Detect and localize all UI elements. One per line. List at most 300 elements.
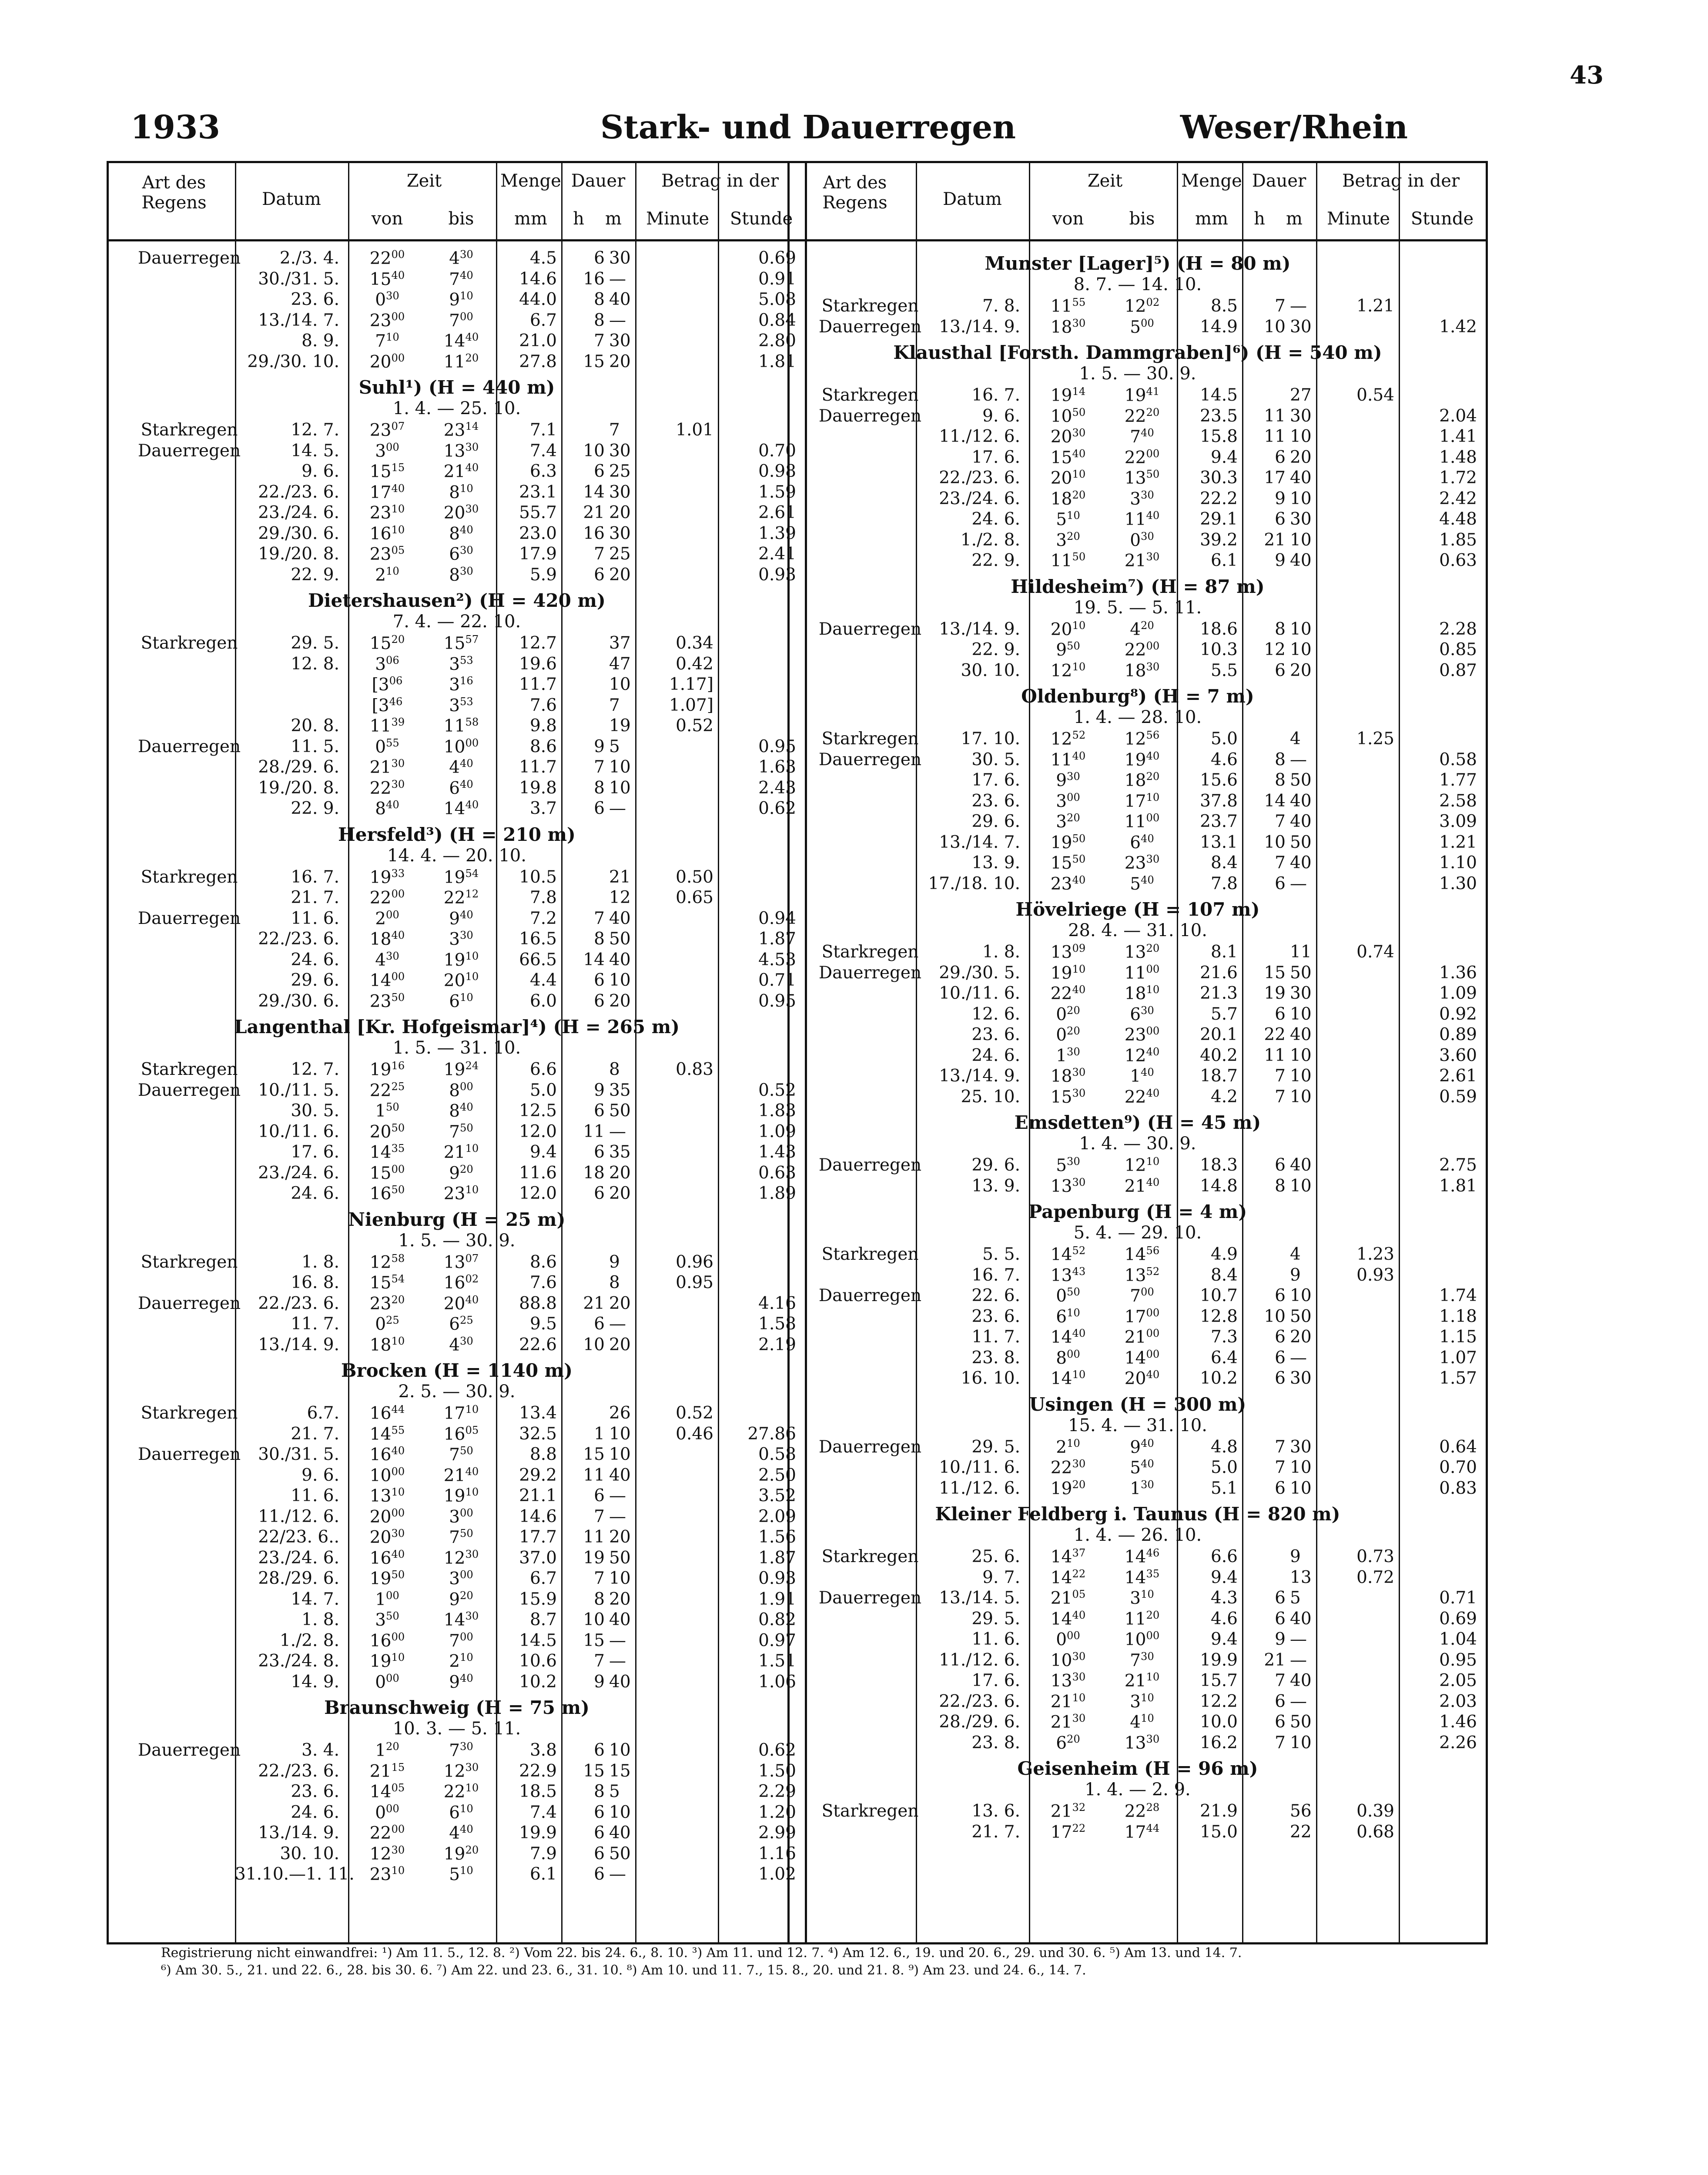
table-row (109, 1505, 805, 1526)
duration-h: 14 (1264, 791, 1286, 811)
duration-m: 40 (1290, 1025, 1312, 1044)
table-row (109, 1546, 805, 1567)
duration-m: 11 (1290, 942, 1312, 962)
rate-hour: 0.59 (1439, 1087, 1477, 1107)
duration-h: 6 (594, 991, 605, 1011)
time-from: $22^{00}$ (369, 1823, 405, 1843)
duration-h: 15 (583, 351, 605, 371)
duration-h: 8 (594, 290, 605, 309)
amount-mm: 7.9 (529, 1844, 557, 1864)
duration-h: 11 (1264, 427, 1286, 446)
time-from: $18^{10}$ (369, 1335, 405, 1355)
date: 1./2. 8. (960, 530, 1020, 550)
rain-type: Starkregen (821, 385, 919, 405)
amount-mm: 4.9 (1210, 1245, 1238, 1264)
header-menge: Menge (500, 171, 561, 191)
station-name: Hersfeld³) (H = 210 m) (338, 823, 576, 845)
rate-hour: 0.62 (758, 1740, 796, 1760)
time-to: $9^{40}$ (449, 908, 473, 929)
amount-mm: 11.7 (519, 675, 557, 694)
time-to: $3^{53}$ (449, 654, 473, 674)
table-row (790, 618, 1486, 639)
time-to: $4^{30}$ (449, 1335, 473, 1355)
rate-hour: 1.87 (758, 929, 796, 949)
amount-mm: 10.5 (519, 867, 557, 887)
date: 22. 9. (971, 640, 1020, 659)
table-row (790, 961, 1486, 982)
rate-minute: 0.96 (676, 1252, 713, 1272)
time-to: $14^{56}$ (1124, 1245, 1160, 1265)
amount-mm: 15.9 (519, 1589, 557, 1609)
time-from: $23^{07}$ (369, 420, 405, 440)
date: 9. 6. (301, 462, 339, 481)
time-from: $15^{40}$ (369, 269, 405, 289)
date: 23. 6. (971, 791, 1020, 811)
amount-mm: 88.8 (519, 1293, 557, 1313)
station-name: Munster [Lager]⁵) (H = 80 m) (985, 253, 1291, 274)
time-to: $7^{00}$ (449, 1630, 473, 1651)
table-row (790, 1264, 1486, 1285)
rate-hour: 1.51 (758, 1651, 796, 1671)
duration-h: 10 (1264, 1306, 1286, 1326)
date: 22./23. 6. (939, 468, 1020, 488)
time-to: $22^{40}$ (1124, 1087, 1160, 1107)
header-h: h (1254, 209, 1265, 229)
time-from: $14^{00}$ (369, 970, 405, 990)
table-row (109, 522, 805, 543)
table-row (109, 309, 805, 330)
time-to: $4^{20}$ (1130, 619, 1154, 639)
station-period: 28. 4. — 31. 10. (1068, 920, 1207, 940)
table-row (109, 1422, 805, 1443)
table-row (790, 727, 1486, 748)
duration-h: 7 (1275, 1458, 1286, 1477)
duration-m: — (1290, 1650, 1307, 1670)
time-from: $12^{52}$ (1050, 729, 1086, 749)
table-row (790, 1566, 1486, 1587)
duration-h: 6 (594, 462, 605, 481)
duration-h: 6 (594, 1314, 605, 1334)
amount-mm: 12.8 (1200, 1306, 1238, 1326)
time-to: $3^{10}$ (1130, 1691, 1154, 1712)
time-to: $9^{20}$ (449, 1589, 473, 1610)
rate-hour: 1.42 (1439, 317, 1477, 337)
table-row (790, 1731, 1486, 1752)
time-to: $13^{07}$ (443, 1252, 479, 1272)
duration-m: 20 (609, 991, 631, 1011)
duration-h: 7 (1275, 1733, 1286, 1753)
amount-mm: 18.5 (519, 1782, 557, 1801)
duration-m: 40 (609, 950, 631, 970)
time-from: $12^{10}$ (1050, 660, 1086, 681)
duration-m: 15 (609, 1761, 631, 1781)
time-to: $5^{40}$ (1130, 873, 1154, 894)
rain-type: Dauerregen (818, 406, 922, 426)
station-name: Oldenburg⁸) (H = 7 m) (1021, 686, 1254, 707)
duration-m: 9 (1290, 1265, 1301, 1285)
duration-m: 40 (1290, 853, 1312, 873)
duration-h: 15 (583, 1761, 605, 1781)
time-from: $10^{00}$ (369, 1465, 405, 1486)
rate-hour: 0.87 (1439, 660, 1477, 680)
rate-hour: 0.71 (1439, 1588, 1477, 1608)
time-from: $0^{00}$ (1056, 1630, 1080, 1650)
rate-minute: 0.54 (1356, 385, 1394, 405)
date: 23./24. 6. (258, 503, 339, 522)
duration-h: 7 (594, 1651, 605, 1671)
duration-m: 10 (1290, 427, 1312, 446)
rain-type: Dauerregen (818, 317, 922, 337)
rain-type: Starkregen (821, 296, 919, 316)
duration-h: 8 (1275, 770, 1286, 790)
time-from: $3^{50}$ (375, 1610, 399, 1630)
duration-h: 6 (1275, 509, 1286, 529)
date: 29./30. 6. (258, 991, 339, 1011)
amount-mm: 14.8 (1200, 1176, 1238, 1196)
rate-minute: 0.68 (1356, 1822, 1394, 1842)
duration-m: 5 (609, 1782, 620, 1801)
amount-mm: 10.0 (1200, 1712, 1238, 1732)
station-name: Hövelriege (H = 107 m) (1015, 899, 1260, 920)
time-from: $19^{14}$ (1050, 385, 1086, 405)
time-from: $8^{00}$ (1056, 1348, 1080, 1368)
duration-m: 20 (1290, 660, 1312, 680)
amount-mm: 32.5 (519, 1424, 557, 1444)
time-from: $21^{30}$ (369, 757, 405, 777)
duration-m: 40 (1290, 1671, 1312, 1690)
time-to: $12^{56}$ (1124, 729, 1160, 749)
duration-m: 40 (1290, 468, 1312, 488)
time-to: $11^{58}$ (443, 716, 479, 736)
amount-mm: 29.2 (519, 1465, 557, 1485)
duration-h: 11 (583, 1527, 605, 1547)
date: 5. 5. (982, 1245, 1020, 1264)
table-row (109, 1333, 805, 1354)
rate-hour: 1.02 (758, 1864, 796, 1884)
date: 11./12. 6. (939, 1650, 1020, 1670)
time-from: $16^{50}$ (369, 1184, 405, 1204)
duration-h: 6 (1275, 1588, 1286, 1608)
time-from: $11^{55}$ (1050, 296, 1086, 316)
time-from: $16^{44}$ (369, 1403, 405, 1423)
date: 16. 7. (971, 1265, 1020, 1285)
amount-mm: 6.3 (529, 462, 557, 481)
amount-mm: 7.4 (529, 1802, 557, 1822)
duration-m: 30 (609, 482, 631, 502)
table-row (790, 1586, 1486, 1607)
station-period: 8. 7. — 14. 10. (1073, 274, 1202, 294)
rate-hour: 1.81 (1439, 1176, 1477, 1196)
date: 6.7. (307, 1403, 339, 1423)
date: 9. 7. (982, 1567, 1020, 1587)
amount-mm: 5.0 (529, 1080, 557, 1100)
time-from: $11^{40}$ (1050, 750, 1086, 770)
date: 29. 6. (291, 970, 339, 990)
time-to: $23^{00}$ (1124, 1025, 1160, 1045)
rate-hour: 1.89 (758, 1184, 796, 1203)
rate-hour: 0.92 (1439, 1004, 1477, 1024)
duration-h: 10 (583, 441, 605, 461)
time-to: $6^{10}$ (449, 991, 473, 1011)
duration-h: 6 (594, 1740, 605, 1760)
time-from: $2^{10}$ (1056, 1437, 1080, 1457)
time-from: $19^{50}$ (369, 1569, 405, 1589)
header-datum: Datum (262, 189, 321, 209)
date: 1. 8. (301, 1252, 339, 1272)
header-betrag: Betrag in der (1342, 171, 1460, 191)
time-from: $1^{20}$ (375, 1740, 399, 1760)
duration-m: 13 (1290, 1567, 1312, 1587)
footnote-line: Registrierung nicht einwandfrei: ¹) Am 11. 5., 12. 8. ²) Vom 22. bis 24. 6., 8. 10. ³) Am 11. und 12. 7. ⁴) Am 12. 6., 19. und 20. 6., 29. und 30. 6. ⁵) Am 13. und 14. 7. (161, 1945, 1242, 1961)
table-row (109, 1120, 805, 1141)
station-name: Geisenheim (H = 96 m) (1017, 1758, 1258, 1779)
date: 23./24. 6. (258, 1548, 339, 1568)
duration-h: 8 (1275, 750, 1286, 770)
table-row (109, 1863, 805, 1884)
date: 13./14. 9. (939, 317, 1020, 337)
header-h: h (573, 209, 584, 229)
left-rows (109, 241, 805, 1884)
amount-mm: 14.5 (1200, 385, 1238, 405)
rate-hour: 0.69 (758, 248, 796, 268)
date: 22. 9. (971, 551, 1020, 570)
table-row (109, 1670, 805, 1691)
time-to: $3^{53}$ (449, 695, 473, 716)
date: 31.10.—1. 11. (235, 1864, 355, 1884)
rate-hour: 1.15 (1439, 1327, 1477, 1347)
time-from: $15^{40}$ (1050, 447, 1086, 468)
header-zeit: Zeit (406, 171, 442, 191)
time-to: $4^{10}$ (1130, 1712, 1154, 1732)
date: 13. 9. (971, 853, 1020, 873)
date: 21. 7. (971, 1822, 1020, 1842)
duration-m: 20 (609, 1184, 631, 1203)
date: 19./20. 8. (258, 778, 339, 798)
table-row (790, 1436, 1486, 1456)
duration-h: 8 (594, 929, 605, 949)
time-from: $3^{20}$ (1056, 812, 1080, 832)
table-row (109, 886, 805, 907)
date: 11. 7. (971, 1327, 1020, 1347)
rate-hour: 1.09 (758, 1121, 796, 1141)
duration-m: 4 (1290, 1245, 1301, 1264)
table-row (790, 1669, 1486, 1690)
rate-hour: 2.61 (1439, 1066, 1477, 1086)
rate-hour: 2.05 (1439, 1671, 1477, 1690)
header-von: von (1052, 209, 1084, 229)
amount-mm: 4.2 (1210, 1087, 1238, 1107)
amount-mm: 8.4 (1210, 1265, 1238, 1285)
amount-mm: 6.4 (1210, 1348, 1238, 1368)
table-row (109, 797, 805, 818)
duration-m: 5 (1290, 1588, 1301, 1608)
rate-minute: 0.52 (676, 716, 713, 736)
station-period: 1. 4. — 26. 10. (1073, 1525, 1202, 1545)
time-from: $10^{50}$ (1050, 406, 1086, 426)
duration-h: 12 (1264, 640, 1286, 659)
amount-mm: 21.9 (1200, 1801, 1238, 1821)
time-from: $22^{00}$ (369, 888, 405, 908)
duration-h: 9 (1275, 551, 1286, 570)
rate-hour: 0.71 (758, 970, 796, 990)
table-row (109, 1760, 805, 1780)
time-from: $11^{39}$ (369, 716, 405, 736)
amount-mm: 4.6 (1210, 1609, 1238, 1629)
duration-h: 19 (1264, 984, 1286, 1003)
duration-m: 10 (609, 1569, 631, 1588)
rate-minute: 0.83 (676, 1060, 713, 1079)
station-period: 1. 5. — 30. 9. (1079, 364, 1196, 384)
table-row (109, 632, 805, 652)
time-from: $3^{20}$ (1056, 530, 1080, 550)
time-to: $21^{30}$ (1124, 551, 1160, 571)
rate-hour: 2.09 (758, 1506, 796, 1526)
time-to: $4^{40}$ (449, 1823, 473, 1843)
time-from: $0^{20}$ (1056, 1025, 1080, 1045)
time-from: $21^{10}$ (1050, 1691, 1086, 1712)
date: 24. 6. (291, 1802, 339, 1822)
rate-hour: 1.39 (758, 523, 796, 543)
time-to: $19^{41}$ (1124, 385, 1160, 405)
duration-m: 30 (609, 331, 631, 351)
time-from: $20^{00}$ (369, 1506, 405, 1527)
amount-mm: 10.2 (1200, 1369, 1238, 1388)
rate-hour: 0.89 (1439, 1025, 1477, 1044)
date: 11. 7. (291, 1314, 339, 1334)
amount-mm: 5.5 (1210, 660, 1238, 680)
duration-m: 20 (609, 351, 631, 371)
rain-type: Dauerregen (818, 1155, 922, 1175)
duration-h: 6 (594, 1184, 605, 1203)
rate-minute: 0.95 (676, 1273, 713, 1292)
table-row (790, 748, 1486, 769)
rate-hour: 1.07 (1439, 1348, 1477, 1368)
rate-hour: 4.16 (758, 1293, 796, 1313)
duration-m: 35 (609, 1080, 631, 1100)
station-name: Dietershausen²) (H = 420 m) (308, 590, 606, 611)
station-name: Usingen (H = 300 m) (1029, 1393, 1246, 1415)
time-from: $21^{32}$ (1050, 1801, 1086, 1821)
time-from: $21^{15}$ (369, 1761, 405, 1781)
rate-hour: 1.85 (1439, 530, 1477, 550)
time-to: $21^{10}$ (1124, 1671, 1160, 1691)
table-row (109, 542, 805, 563)
rate-hour: 0.70 (1439, 1458, 1477, 1477)
amount-mm: 10.3 (1200, 640, 1238, 659)
rate-minute: 1.17] (669, 675, 713, 694)
date: 24. 6. (291, 1184, 339, 1203)
rate-hour: 2.28 (1439, 619, 1477, 639)
rate-hour: 2.58 (1439, 791, 1477, 811)
date: 17. 6. (291, 1142, 339, 1162)
time-to: $3^{00}$ (449, 1506, 473, 1527)
station-period: 2. 5. — 30. 9. (398, 1382, 516, 1402)
duration-m: 10 (1290, 1286, 1312, 1305)
duration-m: 40 (609, 290, 631, 309)
table-row (109, 1464, 805, 1485)
amount-mm: 9.4 (1210, 1567, 1238, 1587)
duration-h: 6 (1275, 660, 1286, 680)
rain-type: Starkregen (141, 1060, 238, 1079)
time-from: $20^{30}$ (1050, 427, 1086, 447)
time-to: $7^{50}$ (449, 1121, 473, 1142)
duration-m: 30 (1290, 1369, 1312, 1388)
rate-hour: 2.80 (758, 331, 796, 351)
table-row (790, 940, 1486, 961)
page-title: Stark- und Dauerregen (600, 109, 1016, 146)
time-from: $14^{37}$ (1050, 1547, 1086, 1567)
rate-hour: 2.26 (1439, 1733, 1477, 1753)
date: 1./2. 8. (279, 1630, 339, 1650)
rate-hour: 1.16 (758, 1844, 796, 1864)
date: 23./24. 8. (258, 1651, 339, 1671)
rate-hour: 0.98 (758, 462, 796, 481)
rate-minute: 1.07] (669, 695, 713, 715)
rain-type: Starkregen (141, 1252, 238, 1272)
time-to: $21^{10}$ (443, 1142, 479, 1162)
duration-m: 50 (609, 1101, 631, 1121)
amount-mm: 22.6 (519, 1335, 557, 1355)
time-from: $3^{00}$ (1056, 791, 1080, 811)
station-period: 1. 4. — 28. 10. (1073, 707, 1202, 727)
duration-h: 6 (1275, 873, 1286, 893)
time-to: $12^{02}$ (1124, 296, 1160, 316)
duration-m: 8 (609, 1273, 620, 1292)
time-from: $11^{50}$ (1050, 551, 1086, 571)
time-to: $3^{16}$ (449, 675, 473, 695)
time-from: [$3^{46}$ (372, 695, 403, 716)
duration-m: 50 (1290, 1306, 1312, 1326)
duration-h: 9 (594, 736, 605, 756)
date: 25. 6. (971, 1547, 1020, 1566)
duration-h: 6 (594, 1802, 605, 1822)
date: 28./29. 6. (939, 1712, 1020, 1732)
time-to: $19^{10}$ (443, 950, 479, 970)
table-row (790, 790, 1486, 810)
duration-m: 7 (609, 420, 620, 440)
table-row (790, 508, 1486, 529)
date: 30. 5. (291, 1101, 339, 1121)
rate-hour: 2.61 (758, 503, 796, 522)
time-from: $22^{25}$ (369, 1080, 405, 1101)
date: 16. 7. (291, 867, 339, 887)
time-from: $18^{20}$ (1050, 489, 1086, 509)
table-row (790, 1628, 1486, 1649)
time-from: $13^{30}$ (1050, 1671, 1086, 1691)
amount-mm: 12.7 (519, 633, 557, 653)
time-from: $14^{55}$ (369, 1424, 405, 1444)
time-from: $23^{20}$ (369, 1293, 405, 1314)
rate-hour: 1.41 (1439, 427, 1477, 446)
time-from: $20^{00}$ (369, 351, 405, 372)
table-row (790, 982, 1486, 1003)
time-from: $15^{15}$ (369, 462, 405, 482)
duration-h: 19 (583, 1548, 605, 1568)
duration-m: 40 (1290, 1155, 1312, 1175)
header-art: Art des Regens (141, 173, 207, 213)
duration-h: 10 (583, 1610, 605, 1630)
left-table (107, 161, 807, 1944)
amount-mm: 29.1 (1200, 509, 1238, 529)
station-name: Suhl¹) (H = 440 m) (358, 377, 555, 398)
time-to: $19^{20}$ (443, 1844, 479, 1864)
amount-mm: 4.3 (1210, 1588, 1238, 1608)
rate-hour: 0.91 (758, 269, 796, 289)
table-row (790, 1800, 1486, 1820)
duration-h: 11 (1264, 406, 1286, 426)
duration-m: 10 (609, 778, 631, 798)
amount-mm: 19.6 (519, 654, 557, 674)
